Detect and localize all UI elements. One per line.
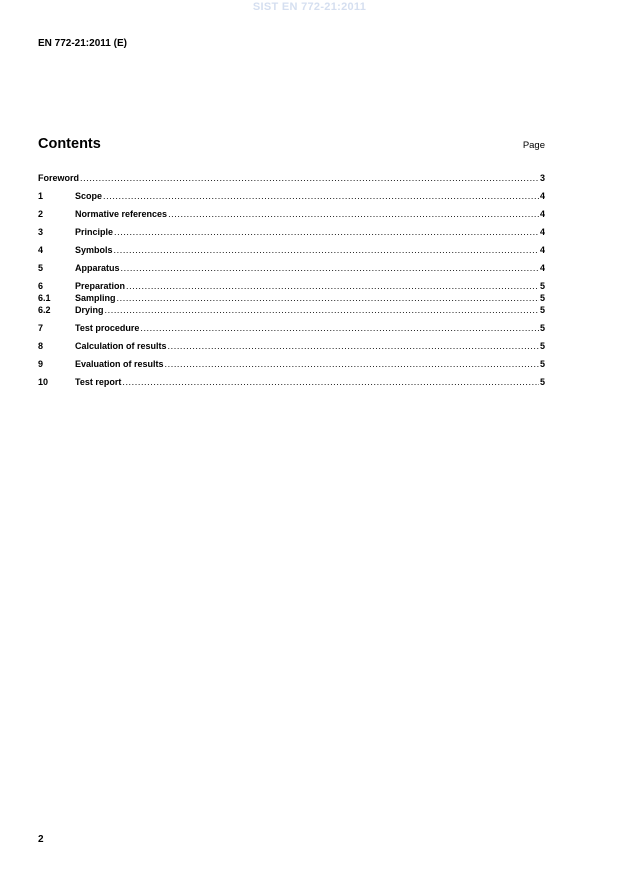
toc-entry-page: 5 [539,341,545,351]
toc-entry-page: 5 [539,293,545,303]
table-of-contents [38,172,545,388]
toc-entry-number: 5 [38,263,44,273]
toc-entry-title: Symbols [75,245,113,255]
watermark: SIST EN 772-21:2011 [252,1,367,13]
toc-entry-page: 4 [539,191,545,201]
toc-entry-test-procedure[interactable] [38,322,545,334]
toc-entry-principle[interactable] [38,226,545,238]
toc-entry-number: 4 [38,245,44,255]
toc-entry-number: 10 [38,377,49,387]
toc-entry-title: Principle [75,227,114,237]
toc-leader-dots [103,190,539,202]
toc-entry-title: Foreword [38,173,80,183]
toc-entry-foreword[interactable] [38,172,545,184]
toc-leader-dots [114,226,539,238]
toc-entry-title: Test procedure [75,323,140,333]
toc-entry-sampling[interactable] [38,292,545,304]
toc-entry-page: 5 [539,377,545,387]
toc-entry-number: 6 [38,281,44,291]
toc-entry-title: Calculation of results [75,341,167,351]
toc-entry-apparatus[interactable] [38,262,545,274]
document-id: EN 772-21:2011 (E) [38,38,127,49]
toc-entry-drying[interactable] [38,304,545,316]
toc-leader-dots [105,304,539,316]
toc-entry-symbols[interactable] [38,244,545,256]
toc-entry-number: 1 [38,191,44,201]
toc-entry-title: Test report [75,377,122,387]
toc-leader-dots [165,358,539,370]
toc-entry-page: 5 [539,281,545,291]
toc-entry-preparation[interactable] [38,280,545,292]
toc-entry-number: 9 [38,359,44,369]
toc-leader-dots [80,172,539,184]
toc-entry-scope[interactable] [38,190,545,202]
toc-entry-normative-references[interactable] [38,208,545,220]
page-column-label: Page [522,140,545,151]
toc-entry-page: 4 [539,245,545,255]
toc-entry-title: Drying [75,305,104,315]
toc-leader-dots [114,244,539,256]
toc-entry-page: 4 [539,209,545,219]
toc-entry-number: 7 [38,323,44,333]
toc-entry-number: 3 [38,227,44,237]
toc-entry-number: 2 [38,209,44,219]
toc-entry-number: 8 [38,341,44,351]
toc-leader-dots [168,208,539,220]
toc-leader-dots [121,262,539,274]
toc-leader-dots [140,322,539,334]
toc-entry-title: Normative references [75,209,168,219]
toc-entry-page: 5 [539,323,545,333]
toc-leader-dots [122,376,539,388]
toc-entry-title: Apparatus [75,263,120,273]
toc-entry-page: 4 [539,227,545,237]
toc-leader-dots [126,280,539,292]
toc-entry-page: 5 [539,305,545,315]
toc-entry-title: Sampling [75,293,116,303]
toc-entry-page: 4 [539,263,545,273]
contents-heading: Contents [38,136,101,152]
toc-entry-title: Preparation [75,281,126,291]
toc-leader-dots [117,292,539,304]
toc-entry-evaluation-of-results[interactable] [38,358,545,370]
toc-entry-title: Scope [75,191,103,201]
toc-entry-test-report[interactable] [38,376,545,388]
toc-entry-page: 5 [539,359,545,369]
toc-entry-number: 6.2 [38,305,51,315]
toc-entry-title: Evaluation of results [75,359,164,369]
toc-entry-calculation-of-results[interactable] [38,340,545,352]
page-number: 2 [38,834,44,845]
toc-leader-dots [168,340,539,352]
toc-entry-page: 3 [539,173,545,183]
toc-entry-number: 6.1 [38,293,51,303]
